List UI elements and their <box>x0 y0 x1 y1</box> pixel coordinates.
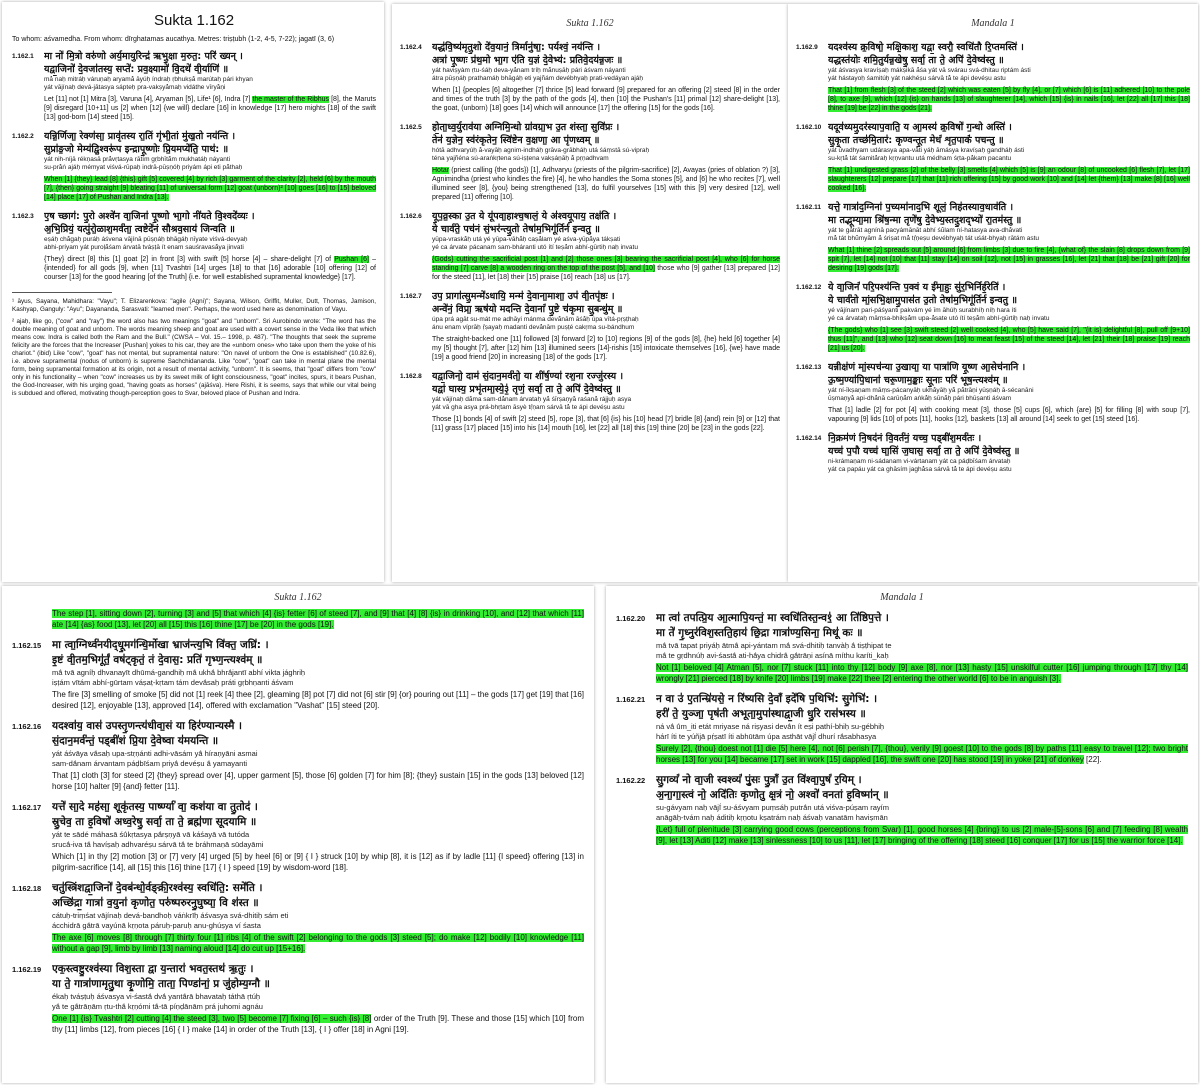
sukta-title: Sukta 1.162 <box>153 12 235 29</box>
verse <box>12 962 584 1035</box>
translation-text: those who [9] gather [13] prepared [12] for the steed [11], let [18] their [15] praise [16] reach [18] us [17]. <box>432 265 780 281</box>
devanagari-line: यन्नि॒र्णिजा॒ रेक्ण॑सा॒ प्रावृ॑तस्य रा॒तिं गृ॑भी॒तां मु॑ख॒तो नय॑न्ति । <box>44 131 236 142</box>
sukta-meta: To whom: aśvamedha. From whom: dīrghatamas aucathya. Metres: triṣṭubh (1-2, 4-5, 7-22); jagatī (3, 6) <box>12 36 335 43</box>
verse-translation <box>52 852 584 873</box>
devanagari-line: मा त्वा॑ तपत्प्रि॒य आ॒त्मापि॒यन्तं॒ मा स्वधि॑तिस्त॒न्व१॒॑ आ ति॑ष्ठिप॒त्ते । <box>656 612 889 624</box>
verse <box>400 121 780 202</box>
verse-list <box>400 41 780 433</box>
transliteration-line: yé ca árvate pácanam sam-bháranti utó ítí teṣā́m abhí-gūrtiḥ naḥ invatu <box>432 244 638 251</box>
transliteration-line: ni-krámaṇam ni-sádanam vi-vártanam yát ca páḍbīśam árvataḥ <box>828 458 1011 465</box>
highlight: One [1] {is} Tvashtri [2] cutting [4] the steed [3], two [5] become [7] fixing [6] – such {is} [8] <box>52 1014 372 1023</box>
verse-translation-continued <box>52 609 584 630</box>
devanagari-line: सं॒दान॒मर्व॑न्तं॒ पड्बी॑शं प्रि॒या दे॒वेष्वा य॑मयन्ति ॥ <box>52 735 219 747</box>
transliteration-line: yát ní-īkṣaṇam māṃs-pácanyāḥ ukhā́yāḥ yā́ pā́trāṇi yūṣṇáḥ ā-sécanāni <box>828 387 1034 394</box>
devanagari-line: यदश्व॑स्य क्र॒विषो॒ मक्षि॒काश॒ यद्वा॒ स्वरौ॒ स्वधि॑तौ रि॒प्तमस्ति॑ । <box>828 42 1024 53</box>
transliteration-line: su-kṛtā́ tát śamitā́raḥ kṛṇvantu utá médham śṛta-pā́kam pacantu <box>828 155 1012 162</box>
devanagari-line: मा त्वा॒ग्निर्ध्व॑नयीद्धू॒मग॑न्धि॒र्मोखा भ्राज॑न्त्य॒भि वि॑क्त॒ जघ्रि॑: । <box>52 639 269 651</box>
verse <box>12 881 584 954</box>
footnote: ¹ āyus, Sayana, Mahidhara: "Vayu"; T. Elizarenkova: "agile (Agni)"; Sayana, Wilson, Griffit, Muller, Dutt, Thomas, Jamison, Kashyap, Ganguly: "Ayu"; Dayananda, Sarasvati: "learned men". Perhaps, the word used here as denomination of Vayu. <box>12 298 376 313</box>
transliteration-line: su-prā̀ṅ ajáḥ mémyat viśvá-rūpaḥ indrā-pūṣṇóḥ priyám ápi eti pā́thaḥ <box>44 164 243 171</box>
transliteration-line: mā́ tvā tapat priyáḥ ātmā́ api-yántam mā́ svá-dhitiḥ tanvàḥ ā́ tiṣṭhipat te <box>656 641 892 650</box>
devanagari-line: यदश्वा॑य॒ वास॑ उपस्तृ॒णन्त्य॑धीवा॒सं या हिर॑ण्यान्यस्मै । <box>52 720 243 732</box>
devanagari-line: ए॒ष च्छाग॑: पु॒रो अश्वे॑न वा॒जिना॑ पू॒ष्णो भा॒गो नी॑यते वि॒श्वदे॑व्यः । <box>44 211 255 222</box>
transliteration-line: yát te gā́trāt agnínā pacyámānāt abhí śū́lam ní-hatasya ava-dhā́vati <box>828 227 1023 234</box>
transliteration-line: hárī íti te yúñjā pṛ́ṣatī íti abhūtām úpa asthāt vājī́ dhurí rā́sabhasya <box>656 731 877 741</box>
translation-text: Those [1] bonds [4] of swift [2] steed [5], rope [3], that [6] {is} his [10] head [7] bridle [8] {and} rein [9] or [12] that [11] grass [17] placed [15] into his [14] mouth [16], let [22] all [18] this [19] thine [20] be [23] in the gods [22]. <box>432 416 780 432</box>
devanagari-line: तेन॑ य॒ज्ञेन॒ स्व॑रंकृतेन॒ स्वि॑ष्टेन व॒क्षणा॒ आ पृ॑णध्वम् ॥ <box>432 135 600 146</box>
verse-number: 1.162.7 <box>400 293 422 300</box>
footnote-rule <box>12 292 112 293</box>
transliteration-line: mā́ naḥ mitráḥ váruṇaḥ aryamā́ āyúḥ índraḥ ṛbhukṣā́ marútaḥ pári khyan <box>44 76 253 83</box>
verse-number: 1.162.14 <box>796 435 822 442</box>
transliteration-line: yūpa-vraskā́ḥ utá yé yūpa-vāhā́ḥ caṣā́lam yé aśva-yūpā́ya tákṣati <box>432 236 621 243</box>
verse <box>796 361 1190 424</box>
highlight: {Gods} cutting the sacrificial post [1] and [2] those ones [3] bearing the sacrificial post [4], who [6] for horse standing [7] carve [8] a wooden ring on the top of the post [5], and [10] <box>432 256 780 272</box>
devanagari-line: यत्ते॑ सा॒दे मह॑सा॒ शूकृ॑तस्य॒ पार्ष्ण्या॑ वा॒ कश॑या वा तु॒तोद॑ । <box>52 801 258 813</box>
transliteration-line: yát vājínaḥ dā́ma sam-dā́nam árvataḥ yā́ śīrṣaṇyā̀ raśanā́ rájjuḥ asya <box>432 396 632 403</box>
highlight: That [1] from flesh [3] of the steed [2] which was eaten [5] by fly [4], or [7] which [6] is [11] adhered [10] to the pole [8], to axe [9], which [12] {is} on hands [13] of slaughterer [14], which [15] {is} in nails [16], let [22] all [17] this [18] thine [19] be [22] in the gods [21]. <box>828 87 1190 112</box>
transliteration-line: yé ca árvataḥ māṃsa-bhikṣā́m upa-ā́sate utó ítí teṣā́m abhí-gūrtiḥ naḥ invatu <box>828 315 1050 322</box>
running-header: Sukta 1.162 <box>274 592 322 603</box>
devanagari-line: एक॒स्त्वष्टु॒रश्व॑स्या विश॒स्ता द्वा य॒न्तारा॑ भवत॒स्तथ॑ ऋ॒तुः । <box>52 963 254 975</box>
highlight: That [1] undigested grass [2] of the belly [3] smells [4] which [5] is [9] an odour [8] of uncooked [6] flesh [7], let [17] slaughterers [12] prepare [17] that [11] rich offering [15] by good work [10] and [14] let {them} [13] make [8] [16] well cooked [16]. <box>828 167 1190 192</box>
page-mandala-1-second <box>606 586 1198 1083</box>
highlight: What [1] thine [2] spreads out [5] around [6] from limbs [3] due to fire [4], {what of} the slain [8] drops down from [9] spit [7], let [14] not [10] that [11] stay [14] on soil [12], not [15] in grasses [16], let [21] that [18] be [21] gift [20] for desiring [19] gods [17]. <box>828 247 1190 272</box>
devanagari-line: अ॒भि॒प्रियं॒ यत्पु॑रो॒ळाश॒मर्व॑ता॒ त्वष्टेदे॑नं सौश्रव॒साय॑ जिन्वति ॥ <box>44 224 235 235</box>
devanagari-line: उप॒ प्रागा॑त्सु॒मन्मे॑ऽधायि॒ मन्म॑ दे॒वाना॒माशा॒ उप॑ वी॒तपृ॑ष्ठः । <box>432 291 615 302</box>
devanagari-line: नि॒क्रम॑णं नि॒षद॑नं वि॒वर्त॑नं॒ यच्च॒ पड्बी॑श॒मर्व॑तः । <box>828 433 982 444</box>
devanagari-line: अन्वे॑नं॒ विप्रा॒ ऋष॑यो मदन्ति दे॒वानां॑ पु॒ष्टे च॑कृमा सु॒बन्धु॑म् ॥ <box>432 304 623 315</box>
verse <box>12 719 584 792</box>
devanagari-line: ऊ॒ष्म॒ण्या॑पि॒धाना॑ चरू॒णाम॒ङ्काः सू॒नाः परि॑ भूष॒न्त्यश्व॑म् ॥ <box>828 375 1008 386</box>
transliteration-line: iṣṭám vītám abhí-gūrtam váṣaṭ-kṛtam tám devā́saḥ práti gṛbhṇanti áśvam <box>52 677 294 687</box>
verse-number: 1.162.18 <box>12 884 42 893</box>
devanagari-line: इ॒ष्टं वी॒तम॒भिगू॑र्तं॒ वष॑ट्कृतं॒ तं दे॒वास॒: प्रति॑ गृभ्ण॒न्त्यश्व॑म् ॥ <box>52 654 263 666</box>
highlight: Pushan [6] <box>334 256 369 263</box>
devanagari-line: यद्ध॑वि॒ष्य॑मृतु॒शो दे॑व॒यानं॒ त्रिर्मानु॑षा॒: पर्यश्वं॒ नय॑न्ति । <box>432 42 601 53</box>
verse-translation <box>44 255 376 282</box>
verse-number: 1.162.13 <box>796 364 822 371</box>
verse-number: 1.162.16 <box>12 722 42 731</box>
verse <box>796 41 1190 113</box>
verse <box>796 121 1190 193</box>
devanagari-line: यद्धस्त॑योः शमि॒तुर्यन्न॒खेषु॒ सर्वा॒ ता ते॒ अपि॑ दे॒वेष्व॑स्तु ॥ <box>828 55 1004 66</box>
devanagari-line: ये चार्व॑तो मां॒सभि॒क्षामु॒पास॑त उ॒तो तेषा॑म॒भिगू॑र्तिर्न इन्वतु ॥ <box>828 295 1018 306</box>
transliteration-line: srucā́-iva tā́ havíṣaḥ adhvaréṣu sárvā tā́ te bráhmaṇā sūdayāmi <box>52 839 264 849</box>
translation-text: Which [1] in thy [2] motion [3] or [7] very [4] urged [5] by heel [6] or [9] { I } struck [10] by whip [8], it is [12] as if by ladle [11] {I speed} offering [13] in pilgrim-sacrifice [14], all [15] this [16] thine [17] { I } speed [19] by wisdom-word [18]. <box>52 852 584 872</box>
verse-translation <box>828 326 1190 353</box>
verse-number: 1.162.11 <box>796 204 821 211</box>
translation-text: order of the Truth [9]. These and those [15] which [10] from thy [11] limbs [12], from pieces [16] { I } make [14] in order of the Truth [13], { I } offer [18] in Agni [19]. <box>52 1014 584 1034</box>
devanagari-line: अ॒ना॒गा॒स्त्वं नो॒ अदि॑तिः कृणोतु क्ष॒त्रं नो॒ अश्वो॑ वनतां ह॒विष्मा॑न् ॥ <box>656 789 889 801</box>
highlight: When [1] {they} lead [8] {this} gift [5] covered [4] by rich [3] garment of the clarity [2], held [6] by the mouth [7], {then} going straight [9] bleating [11] of universal form [12] goat (unborn)² [10] goes [16] to [15] beloved [14] place [17] of Pushan and Indra [13]. <box>44 176 376 201</box>
page-sukta-1-162-first <box>2 2 384 582</box>
translation-text: That [1] cloth [3] for steed [2] {they} spread over [4], upper garment [5], those [6] golden [7] for him [8]; {they} sustain [15] in the gods [13] beloved [12] horse [10] halter [9] {and} fetter [11]. <box>52 771 584 791</box>
verse-number: 1.162.10 <box>796 124 822 131</box>
running-header: Sukta 1.162 <box>566 18 614 29</box>
verse-number: 1.162.5 <box>400 124 422 131</box>
transliteration-line: yát hástayoḥ śamitúḥ yát nakhéṣu sárvā tā́ te ápi devéṣu astu <box>828 75 1006 82</box>
verse-list <box>12 50 376 282</box>
verse-translation <box>656 744 1188 765</box>
verse-number: 1.162.20 <box>616 614 646 623</box>
transliteration-line: yā́ te gā́trāṇām ṛtu-thā́ kṛṇómi tā́-tā píṇḍānām prá juhomi agnáu <box>52 1001 263 1011</box>
verse <box>616 692 1188 765</box>
highlight: Hotar <box>432 167 450 174</box>
page-sukta-1-162-third <box>2 586 594 1083</box>
transliteration-line: mā́ te gṛdhnúḥ avi-śastā́ ati-hā́ya chidrā́ gā́trāṇi asínā míthu karíti_kaḥ <box>656 650 889 660</box>
verse-number: 1.162.22 <box>616 776 646 785</box>
verse-translation <box>828 246 1190 273</box>
verse-translation <box>828 166 1190 193</box>
highlight: {Let} full of plenitude [3] carrying good cows (perceptions from Svar) [1], good horses [4] {bring} to us [2] male-[5]-sons [6] and [7] feeding [8] wealth [9], let [13] Aditi [12] make [13] sinlessness [10] to us [11], let [17] bringing of the offering [18] steed [16] conquer [17] for us [15] the warrior force [14]. <box>656 825 1188 845</box>
verse-number: 1.162.15 <box>12 641 42 650</box>
verse <box>12 130 376 202</box>
verse-number: 1.162.9 <box>796 44 818 51</box>
devanagari-line: मा तद्भूम्या॒मा श्रि॑ष॒न्मा तृणे॑षु दे॒वेभ्य॒स्तदु॒शद्भ्यो॑ रा॒तम॑स्तु ॥ <box>828 215 1022 226</box>
translation-text: When [1] {peoples [6] altogether [7] thrice [5] lead forward [9] prepared for an offering [2] steed [8] in the order and times of the truth [3] by the path of the gods [4], then [10] the Pushan's [11] primal [12] share-delight [13], the goat, (unborn) [18] goes [14] which will announce [17] the offering [15] for the gods [16]. <box>432 87 780 112</box>
devanagari-line: हरी॑ ते॒ युञ्जा॒ पृष॑ती अभूता॒मुपा॑स्थाद्वा॒जी धु॒रि रास॑भस्य ॥ <box>656 708 866 720</box>
devanagari-line: ये चार्व॑ते॒ पच॑नं सं॒भर॑न्त्यु॒तो तेषा॑म॒भिगू॑र्तिर्न इन्वतु ॥ <box>432 224 600 235</box>
devanagari-line: अच्छि॑द्रा॒ गात्रा॑ व॒युना॑ कृणोत॒ परु॑ष्परुरनु॒घुष्या॒ वि श॑स्त ॥ <box>52 897 259 909</box>
running-header: Mandala 1 <box>971 18 1015 29</box>
verse-translation <box>432 415 780 433</box>
running-header: Mandala 1 <box>880 592 924 603</box>
highlight: Not [1] beloved [4] Atman [5], nor [7] stuck [11] into thy [12] body [9] axe [8], nor [13] hasty [15] unskilful cutter [16] jumping through [17] thy [14] wrongly [21] pierced [18] by knife [20] limbs [19] make [22] thee [2] entering the other world [6] to be in anguish [3]. <box>656 663 1188 683</box>
verse <box>400 210 780 282</box>
devanagari-line: चतु॑स्त्रिंशद्वा॒जिनो॑ दे॒वब॑न्धो॒र्वङ्क्री॒रश्व॑स्य॒ स्वधि॑ति॒: समे॑ति । <box>52 882 263 894</box>
devanagari-line: न वा उ॑ ए॒तन्म्रि॑यसे॒ न रि॑ष्यसि दे॒वाँ इदे॑षि प॒थिभि॑: सु॒गेभि॑: । <box>656 693 878 705</box>
transliteration-line: yát ū́vadhyam udárasya apa-vā́ti yáḥ āmásya kravíṣaḥ gandháḥ ásti <box>828 147 1025 154</box>
transliteration-line: ékaḥ tváṣṭuḥ áśvasya vi-śastā́ dvā́ yantā́rā bhavataḥ táthā ṛtúḥ <box>52 992 261 1001</box>
transliteration-line: yát te sādé máhasā śū́kṛtasya pā́rṣṇyā vā káśayā vā tutóda <box>52 830 250 839</box>
verse-translation <box>52 1014 584 1035</box>
verse <box>12 210 376 282</box>
verse <box>796 432 1190 474</box>
devanagari-line: या ते॒ गात्रा॑णामृतु॒था कृ॒णोमि॒ ताता॒ पिण्डा॑नां॒ प्र जु॑होम्य॒ग्नौ ॥ <box>52 978 270 990</box>
devanagari-line: यदूव॑ध्यमु॒दर॑स्याप॒वाति॒ य आ॒मस्य॑ क्र॒विषो॑ ग॒न्धो अस्ति॑ । <box>828 122 1012 133</box>
highlight: The step [1], sitting down [2], turning [3] and [5] that which [4] {is} fetter [6] of steed [7], and [9] that [4] [8] {is} in drinking [10], and [12] that which [11] ate [14] {as} food [13], let [20] all [15] this [16] thine [17] be [20] in the gods [19]. <box>52 609 584 629</box>
verse-translation <box>828 86 1190 113</box>
verse-number: 1.162.3 <box>12 213 34 220</box>
devanagari-line: यद्वा॑ घास्य॒ प्रभृ॑तमा॒स्ये॒३॒॑ तृणं॒ सर्वा॒ ता ते॒ अपि॑ दे॒वेष्व॑स्तु ॥ <box>432 384 621 395</box>
verse-number: 1.162.1 <box>12 53 34 60</box>
devanagari-line: सु॒कृ॒ता तच्छ॑मि॒तार॑: कृण्वन्तू॒त मेधं॑ शृत॒पाकं॑ पचन्तु ॥ <box>828 135 1004 146</box>
devanagari-line: यन्नीक्ष॑णं मां॒स्पच॑न्या उ॒खाया॒ या पात्रा॑णि यू॒ष्ण आ॒सेच॑नानि । <box>828 362 1026 373</box>
transliteration-line: abhi-príyam yát puroḷā́śam árvatā tváṣṭā ít enam sauśravasā́ya jinvati <box>44 244 244 251</box>
highlight: Surely [2], {thou} doest not [1] die [5] here [4], not [6] perish [7], {thou}, verily [9] goest [10] to the gods [8] by paths [11] easy to travel [12]; two bright horses [13] for you [14] became [17] set in work [15] dappled [16], the swift one [20] has stood [19] in yoke [21] of donkey <box>656 744 1188 764</box>
transliteration-line: anāgāḥ-tvám naḥ áditiḥ kṛṇotu kṣatrám naḥ áśvaḥ vanatām haviṣmān <box>656 812 888 822</box>
verse-number: 1.162.17 <box>12 803 42 812</box>
verse <box>12 638 584 711</box>
devanagari-line: सु॒गव्यं॑ नो वा॒जी स्वश्व्यं॑ पुं॒सः पु॒त्राँ उ॒त वि॑श्वा॒पुषं॑ र॒यिम् । <box>656 774 862 786</box>
transliteration-line: yát áśvasya kravíṣaḥ mákṣikā ā́śa yát vā svárau svá-dhitau riptám ásti <box>828 67 1031 74</box>
verse-number: 1.162.6 <box>400 213 422 220</box>
translation-text: The straight-backed one [11] followed [3] forward [2] to [10] regions [9] of the gods [8], {he} held [6] together [4] my [5] thought [7], after [12] him [13] illumined seers [14]-rishis [15] intoxicate themselves [16], {we} have made [19] a good friend [20] in increasing [18] of the gods [17]. <box>432 336 780 361</box>
verse <box>616 611 1188 684</box>
devanagari-line: यच्च॑ प॒पौ यच्च॑ घा॒सिं ज॒घास॒ सर्वा॒ ता ते॒ अपि॑ दे॒वेष्व॑स्तु ॥ <box>828 446 1020 457</box>
verse-translation <box>432 166 780 202</box>
verse-list <box>796 41 1190 474</box>
verse-translation <box>44 95 376 122</box>
transliteration-line: úpa prá agāt su-mát me adhāyi mánma devā́nām āśā́ḥ úpa vītá-pṛṣṭhaḥ <box>432 316 639 323</box>
transliteration-line: yát ca papáu yát ca ghāsím jaghā́sa sárvā tā́ te ápi devéṣu astu <box>828 466 1012 473</box>
transliteration-line: ácchidrā gā́trā vayúnā kṛṇota páruḥ-paruḥ anu-ghúṣya ví śasta <box>52 920 261 930</box>
transliteration-line: átra pūṣṇáḥ prathamáḥ bhāgáḥ eti yajñám devébhyaḥ prati-vedáyan ajáḥ <box>432 75 644 82</box>
verse-translation <box>656 825 1188 846</box>
verse-number: 1.162.21 <box>616 695 646 704</box>
verse-translation <box>432 86 780 113</box>
translation-text: {They} direct [8] this [1] goat [2] in front [3] with swift [5] horse [4] – share-delight [7] of <box>44 256 335 263</box>
verse-translation <box>52 690 584 711</box>
verse <box>12 50 376 122</box>
verse-translation <box>828 406 1190 424</box>
verse-translation <box>432 335 780 362</box>
transliteration-line: yát vā gha asya prá-bhṛtam āsyè tṛ́ṇam sárvā tā́ te ápi devéṣu astu <box>432 404 625 411</box>
translation-text: (priest calling {the gods}) [1], Adhvaryu (priests of the pilgrim-sacrifice) [2], Avayas (pries of oblation ?) [3], Agnimindha (priest who kindles the fire) [4], he who handles the Soma stones [5], and [6] he who recites [7], well illumined seer [8], {you} being strengthened [13], do fulfil yourselves [15] with this [9] very desired [12], well prepared [11] offering [10]. <box>432 167 780 201</box>
verse-translation <box>52 771 584 792</box>
devanagari-line: यद्वा॒जिनो॒ दाम॑ सं॒दान॒मर्व॑तो॒ या शी॑र्ष॒ण्या॑ रश॒ना रज्जु॑रस्य । <box>432 371 624 382</box>
translation-text: [8], the Maruts [9] disregard [10+11] us [2] when [12] {we will} declare [16] in knowledge [17] hero mights [18] of the swift [13] god-born [14] steed [15]. <box>44 96 376 121</box>
verse-list <box>616 611 1188 846</box>
translation-text: [22]. <box>1083 754 1102 764</box>
verse-number: 1.162.8 <box>400 373 422 380</box>
transliteration-line: hótā adhvaryúḥ ā́-vayāḥ agnim-indháḥ grāva-grābháḥ utá śáṃstā sú-vipraḥ <box>432 147 650 154</box>
verse <box>400 370 780 433</box>
transliteration-line: mā́ tát bhū́myām ā́ śriṣat mā́ tṛ́ṇeṣu devébhyaḥ tát uśát-bhyaḥ rātám astu <box>828 235 1039 242</box>
devanagari-line: यत्ते॒ गात्रा॑द॒ग्निना॑ प॒च्यमा॑नाद॒भि शूलं॒ निह॑तस्याव॒धाव॑ति । <box>828 202 1014 213</box>
devanagari-line: यू॒प॒व्र॒स्का उ॒त ये यू॑पवा॒हाश्च॒षालं॒ ये अ॑श्वयू॒पाय॒ तक्ष॑ति । <box>432 211 617 222</box>
devanagari-line: सुप्रा॑ङ॒जो मेम्य॑द्वि॒श्वरू॑प इन्द्रापू॒ष्णोः प्रि॒यमप्ये॑ति॒ पाथ॑: ॥ <box>44 144 229 155</box>
transliteration-line: su-gávyam naḥ vājī́ su-áśvyam puṃsáḥ putrā́n utá viśva-púṣam rayím <box>656 803 890 812</box>
footnote: ² ajaḥ, like go, ("cow" and "ray") the word also has two meanings "goat" and "unborn". Sri Aurobindo wrote: "The word has the double meaning of goat and unborn. The words meaning sheep and goat are used with a covert sense in the Veda like that which means cow. Indra is called both the Ram and the Bull." (CWSA – Vol. 15.– 1998, p. 487). "The thoughts that seek the supreme felicity are the forces that the Increaser [Pushan] yokes to his car, they are the «unborn ones» who take upon them the yoke of his chariot." (ibid) Like "cow", "goat" has not mental, but supramental nature: "On navel of unborn the One is established" (10.82.6), i.e. above supramental (nodus of unborn) is supreme Sachchidananda. Like "cow", "goat" can take in mental plane the mental form, being supramental formation at its origin, not a result of mental activity, "unborn". It is seems, that "goat" differs from "cow" only in his functionality – when "cow" increases us by its sweet milk of light consciousness, "goat" incites, spurs, it bears Pushan, the God-Increaser, with his urging goad, "having goats as horses" (ajāśva). Here Rishi, it is seems, says that while our vital being is subdued and offered, motivating though-perception goes to Svar, beloved place of Pushan and Indra. <box>12 318 376 397</box>
translation-text: – {intended} for all gods [9], when [11] Tvashtri [14] urges [18] to that [16] adorable [10] offering [12] of courser [13] for the good hearing [of the Truth] {i.e. for well established supramental knowledge} [17]. <box>44 256 377 281</box>
transliteration-line: mā́ tvā agníḥ dhvanayīt dhūmá-gandhiḥ mā́ ukhā́ bhrā́jantī abhí vikta jághriḥ <box>52 668 306 677</box>
highlight: the master of the Ribhus <box>252 96 330 103</box>
transliteration-line: yát nih-níjā rékṇasā prā́vṛtasya rātím gṛbhītā́m mukhatáḥ náyanti <box>44 156 231 163</box>
devanagari-line: अत्रा॑ पू॒ष्णः प्र॑थ॒मो भा॒ग ए॑ति य॒ज्ञं दे॒वेभ्य॑: प्रतिवे॒दय॑न्न॒जः ॥ <box>432 55 623 66</box>
verse-number: 1.162.2 <box>12 133 34 140</box>
verse <box>400 290 780 362</box>
transliteration-line: sam-dā́nam árvantam páḍbīśam priyā́ devéṣu ā́ yamayanti <box>52 758 248 768</box>
verse <box>796 281 1190 353</box>
transliteration-line: ná vā́ ū́m_iti etát mriyase ná riṣyasi devā́n ít eṣi pathí-bhiḥ su-gébhiḥ <box>656 722 885 731</box>
devanagari-line: स्रु॒चेव॒ ता ह॒विषो॑ अध्व॒रेषु॒ सर्वा॒ ता ते॒ ब्रह्म॑णा सूदयामि ॥ <box>52 816 257 828</box>
page-sukta-1-162-second <box>392 4 788 582</box>
verse <box>12 800 584 873</box>
devanagari-line: हो॒ता॒ध्व॒र्युराव॑या अग्निमि॒न्धो ग्रा॑वग्रा॒भ उ॒त शंस्ता॒ सुवि॑प्रः । <box>432 122 620 133</box>
verse-translation <box>52 933 584 954</box>
verse-translation <box>44 175 376 202</box>
translation-text: The fire [3] smelling of smoke [5] did not [1] reek [4] thee [2], gleaming [8] pot [7] did not [6] stir [9] {or} pouring out [11] – the gods [17] get [19] that [16] desired [12], enjoyable [13], approved [14], offered with exclamation "Vashat" [15] steed [20]. <box>52 690 584 710</box>
devanagari-line: ये वा॒जिनं॑ परि॒पश्य॑न्ति प॒क्वं य ई॑मा॒हुः सु॑र॒भिर्निर्ह॒रेति॑ । <box>828 282 1006 293</box>
devanagari-line: मा नो॑ मि॒त्रो वरु॑णो अर्य॒मायुरिन्द्र॑ ऋभु॒क्षा म॒रुत॒: परि॑ ख्यन् । <box>44 51 243 62</box>
transliteration-line: yát haviṣyàm ṛtu-śáḥ deva-yā́nam tríḥ mā́nuṣāḥ pári áśvam náyanti <box>432 67 626 74</box>
transliteration-line: eṣáḥ chā́gaḥ puráḥ áśvena vājínā pūṣṇáḥ bhāgáḥ nīyate viśvá-devyaḥ <box>44 236 248 243</box>
transliteration-line: yát áśvāya vā́saḥ upa-stṛṇánti adhi-vāsám yā́ híraṇyāni asmai <box>52 749 258 758</box>
verse-list <box>12 638 584 1035</box>
highlight: {The gods} who [1] see [3] swift steed [2] well cooked [4], who [5] have said [7], "{it is} delightful [8], pull off [9+10] thus [11]", and [13] who [12] seat down [16] to meat feast [15] of the steed [14], let [21] their [18] praise [19] reach [21] us [20]. <box>828 327 1190 352</box>
transliteration-line: ūṣmaṇyā̀ api-dhā́nā carūṇā́m aṅkā́ḥ sūnā́ḥ pári bhūṣanti áśvam <box>828 395 1012 402</box>
transliteration-line: ánu enam víprāḥ ṛ́ṣayaḥ madanti devā́nām puṣṭé cakṛma su-bándhum <box>432 324 635 331</box>
highlight: The axe [6] moves [8] through [7] thirty four [1] ribs [4] of the swift [2] belonging to the gods [3] steed [5]; do make [12] bodily [10] knowledge [11] without a gap [9], limb by limb [13] naming aloud [14] do cut up [15+16]. <box>52 933 584 953</box>
verse-translation <box>432 255 780 282</box>
page-mandala-1-first <box>788 4 1198 582</box>
translation-text: That [1] ladle [2] for pot [4] with cooking meat [3], those [5] cups [6], which {are} [5] for filling [8] with soup [7], vapouring [9] lids [10] of pots [11], hooks [12], baskets [13] all around [14] seek to get [15] steed [16]. <box>828 407 1190 423</box>
verse-number: 1.162.19 <box>12 965 42 974</box>
translation-text: Let [11] not [1] Mitra [3], Varuna [4], Aryaman [5], Life¹ [6], Indra [7] <box>44 96 253 103</box>
devanagari-line: मा ते॑ गृ॒ध्नुर॑विश॒स्तति॒हाय॑ छि॒द्रा गात्रा॑ण्य॒सिना॒ मिथू॑ कः ॥ <box>656 627 863 639</box>
devanagari-line: यद्वा॒जिनो॑ दे॒वजा॑तस्य॒ सप्ते॑: प्रव॒क्ष्यामो॑ वि॒दथे॑ वी॒र्याणि॑ ॥ <box>44 64 229 75</box>
verse <box>400 41 780 113</box>
transliteration-line: cátuḥ-triṃśat vājínaḥ devá-bandhoḥ váṅkrīḥ áśvasya svá-dhitiḥ sám eti <box>52 911 289 920</box>
verse-translation <box>656 663 1188 684</box>
transliteration-line: yé vājínam pari-páśyanti pakvám yé īm āhúḥ surabhíḥ níḥ hara íti <box>828 307 1017 314</box>
verse-number: 1.162.12 <box>796 284 822 291</box>
transliteration-line: yát vājínaḥ devá-jātasya sáptеḥ pra-vakṣyā́maḥ vidáthe vīryā̀ṇi <box>44 84 226 91</box>
transliteration-line: téna yajñéna sú-araṅkṛtena sú-iṣṭena vakṣáṇāḥ ā́ pṛṇadhvam <box>432 155 609 162</box>
verse <box>796 201 1190 273</box>
verse-number: 1.162.4 <box>400 44 422 51</box>
verse <box>616 773 1188 846</box>
